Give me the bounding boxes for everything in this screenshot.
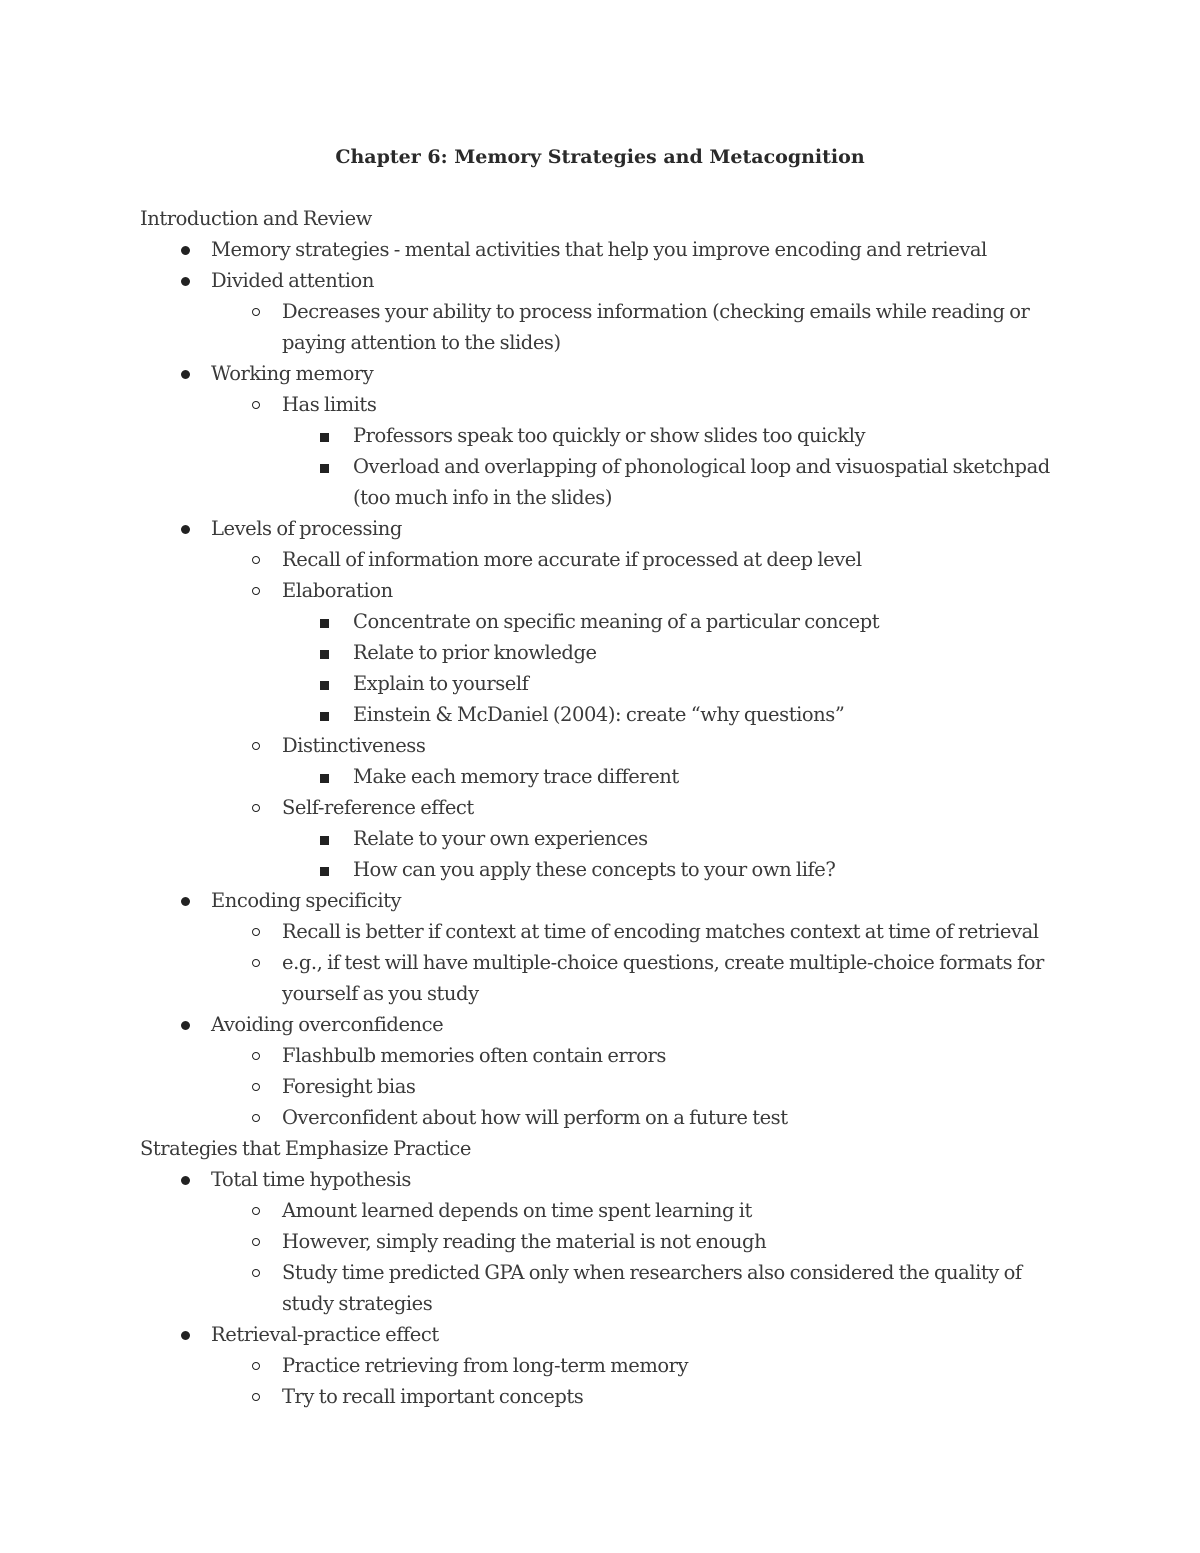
hollow-circle-bullet-icon (252, 928, 260, 936)
outline-item-text: Overconfident about how will perform on a future test (282, 1106, 788, 1129)
outline-item-level-3 (140, 761, 1080, 792)
square-bullet-icon (320, 619, 329, 628)
outline-item-level-1 (140, 1009, 1080, 1040)
square-bullet-icon (320, 650, 329, 659)
outline-item-level-2 (140, 947, 1080, 978)
square-bullet-icon (320, 712, 329, 721)
outline-item-text: Avoiding overconfidence (211, 1013, 444, 1036)
outline-item-text: e.g., if test will have multiple-choice questions, create multiple-choice formats for (282, 951, 1044, 974)
filled-circle-bullet-icon (181, 246, 190, 255)
outline-item-text: Relate to your own experiences (353, 827, 648, 850)
outline-item-text: Amount learned depends on time spent learning it (282, 1199, 752, 1222)
outline-item-level-2 (140, 978, 1080, 1009)
square-bullet-icon (320, 836, 329, 845)
filled-circle-bullet-icon (181, 1176, 190, 1185)
outline-item-level-2 (140, 1040, 1080, 1071)
hollow-circle-bullet-icon (252, 1362, 260, 1370)
outline-item-text: Make each memory trace different (353, 765, 679, 788)
outline-item-text: Has limits (282, 393, 377, 416)
outline-item-text: Explain to yourself (353, 672, 529, 695)
outline-item-text: Distinctiveness (282, 734, 426, 757)
title-spacer (140, 172, 1080, 203)
hollow-circle-bullet-icon (252, 401, 260, 409)
outline-item-text: Practice retrieving from long-term memory (282, 1354, 689, 1377)
outline-item-text: Professors speak too quickly or show slides too quickly (353, 424, 866, 447)
outline-item-level-3 (140, 606, 1080, 637)
hollow-circle-bullet-icon (252, 1207, 260, 1215)
hollow-circle-bullet-icon (252, 804, 260, 812)
outline-item-text: Memory strategies - mental activities that help you improve encoding and retrieval (211, 238, 987, 261)
outline-item-level-2 (140, 1288, 1080, 1319)
outline-item-text: However, simply reading the material is not enough (282, 1230, 767, 1253)
notes-outline (140, 203, 1080, 1412)
outline-item-text: Introduction and Review (140, 207, 372, 230)
outline-item-level-1 (140, 358, 1080, 389)
outline-item-level-1 (140, 513, 1080, 544)
outline-item-text: Flashbulb memories often contain errors (282, 1044, 666, 1067)
hollow-circle-bullet-icon (252, 742, 260, 750)
hollow-circle-bullet-icon (252, 1083, 260, 1091)
outline-item-level-2 (140, 1257, 1080, 1288)
outline-item-level-3 (140, 854, 1080, 885)
outline-item-text: Recall of information more accurate if processed at deep level (282, 548, 862, 571)
outline-item-text: Total time hypothesis (211, 1168, 411, 1191)
outline-item-level-1 (140, 1164, 1080, 1195)
outline-item-text: Foresight bias (282, 1075, 416, 1098)
outline-item-level-2 (140, 1350, 1080, 1381)
outline-item-text: Elaboration (282, 579, 393, 602)
outline-item-level-3 (140, 823, 1080, 854)
outline-item-text: Overload and overlapping of phonological loop and visuospatial sketchpad (353, 455, 1050, 478)
outline-item-level-3 (140, 637, 1080, 668)
square-bullet-icon (320, 774, 329, 783)
filled-circle-bullet-icon (181, 1021, 190, 1030)
outline-item-level-2 (140, 1102, 1080, 1133)
outline-item-level-2 (140, 1226, 1080, 1257)
filled-circle-bullet-icon (181, 277, 190, 286)
hollow-circle-bullet-icon (252, 1114, 260, 1122)
outline-item-level-2 (140, 1195, 1080, 1226)
outline-item-level-3 (140, 482, 1080, 513)
hollow-circle-bullet-icon (252, 308, 260, 316)
outline-item-text: Decreases your ability to process information (checking emails while reading or (282, 300, 1030, 323)
section-heading (140, 1133, 1080, 1164)
hollow-circle-bullet-icon (252, 1238, 260, 1246)
outline-item-level-3 (140, 420, 1080, 451)
outline-item-level-3 (140, 668, 1080, 699)
outline-item-text: How can you apply these concepts to your own life? (353, 858, 836, 881)
outline-item-text: Retrieval-practice effect (211, 1323, 439, 1346)
outline-item-level-3 (140, 451, 1080, 482)
outline-item-level-2 (140, 544, 1080, 575)
outline-item-text: Concentrate on specific meaning of a particular concept (353, 610, 880, 633)
outline-item-text: Encoding specificity (211, 889, 402, 912)
hollow-circle-bullet-icon (252, 1269, 260, 1277)
square-bullet-icon (320, 433, 329, 442)
outline-item-text: Recall is better if context at time of encoding matches context at time of retrieval (282, 920, 1039, 943)
section-heading (140, 203, 1080, 234)
outline-item-level-2 (140, 389, 1080, 420)
filled-circle-bullet-icon (181, 370, 190, 379)
outline-item-level-2 (140, 575, 1080, 606)
hollow-circle-bullet-icon (252, 587, 260, 595)
outline-item-text: Divided attention (211, 269, 374, 292)
outline-item-text: Relate to prior knowledge (353, 641, 597, 664)
filled-circle-bullet-icon (181, 525, 190, 534)
outline-item-level-1 (140, 265, 1080, 296)
filled-circle-bullet-icon (181, 1331, 190, 1340)
square-bullet-icon (320, 867, 329, 876)
outline-item-text: Self-reference effect (282, 796, 474, 819)
outline-item-text: Einstein & McDaniel (2004): create “why questions” (353, 703, 845, 726)
outline-item-level-2 (140, 1071, 1080, 1102)
outline-item-text: Study time predicted GPA only when researchers also considered the quality of (282, 1261, 1022, 1284)
outline-item-level-3 (140, 699, 1080, 730)
hollow-circle-bullet-icon (252, 959, 260, 967)
outline-item-level-2 (140, 296, 1080, 327)
hollow-circle-bullet-icon (252, 1052, 260, 1060)
outline-item-text: study strategies (282, 1292, 433, 1315)
outline-item-text: Levels of processing (211, 517, 402, 540)
hollow-circle-bullet-icon (252, 556, 260, 564)
outline-item-level-1 (140, 1319, 1080, 1350)
outline-item-level-1 (140, 234, 1080, 265)
outline-item-level-2 (140, 916, 1080, 947)
outline-item-level-2 (140, 1381, 1080, 1412)
outline-item-text: (too much info in the slides) (353, 486, 612, 509)
outline-item-text: paying attention to the slides) (282, 331, 561, 354)
outline-item-level-2 (140, 327, 1080, 358)
outline-item-text: Working memory (211, 362, 374, 385)
outline-item-level-1 (140, 885, 1080, 916)
square-bullet-icon (320, 681, 329, 690)
outline-item-level-2 (140, 792, 1080, 823)
outline-item-text: Try to recall important concepts (282, 1385, 584, 1408)
square-bullet-icon (320, 464, 329, 473)
outline-item-text: yourself as you study (282, 982, 479, 1005)
outline-item-level-2 (140, 730, 1080, 761)
filled-circle-bullet-icon (181, 897, 190, 906)
page-title: Chapter 6: Memory Strategies and Metacognition (335, 146, 865, 168)
outline-item-text: Strategies that Emphasize Practice (140, 1137, 471, 1160)
hollow-circle-bullet-icon (252, 1393, 260, 1401)
